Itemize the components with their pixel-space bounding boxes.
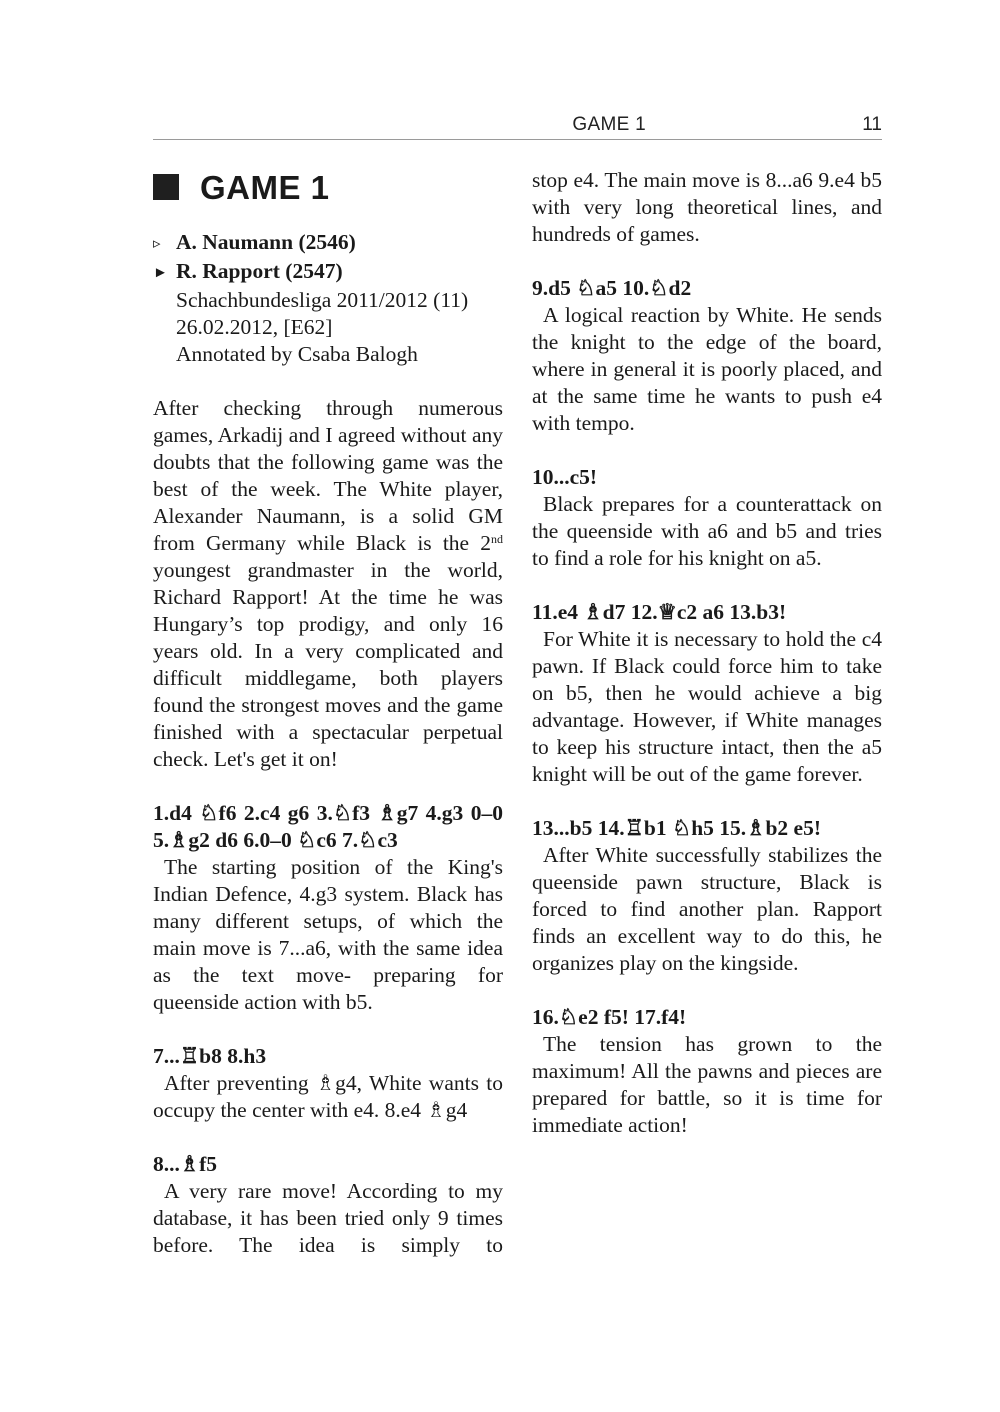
comment-7: After White successfully stabilizes the queenside pawn structure, Black is forced to find another plan. Rapport finds an excellent way to do this, he organizes play on the kingside. [532,843,882,975]
white-player-line [153,229,503,258]
intro-paragraph [153,395,503,773]
comment-3-part-1: A very rare move! According to my database, it has been tried only 9 times before. The idea is simply to [153,1179,503,1257]
move-line-5: 10...c5! [532,465,598,489]
comment-6: For White it is necessary to hold the c4 pawn. If Black could force him to take on b5, then he would achieve a big advantage. However, if White manages to keep his structure intact, then the a5 knight will be out of the game forever. [532,627,882,786]
move-line-4: 9.d5 ♘a5 10.♘d2 [532,276,692,300]
running-head: GAME 1 [572,114,646,135]
game-heading [153,167,503,207]
black-triangle-icon: ► [153,265,168,281]
move-line-7: 13...b5 14.♖b1 ♘h5 15.♗b2 e5! [532,816,821,840]
move-line-6: 11.e4 ♗d7 12.♕c2 a6 13.b3! [532,600,787,624]
comment-5: Black prepares for a counterattack on the queenside with a6 and b5 and tries to find a role for his knight on a5. [532,492,882,570]
black-player-line [153,258,503,287]
black-player-name: R. Rapport (2547) [176,259,343,283]
page-number: 11 [862,114,882,135]
comment-3-part-2: stop e4. The main move is 8...a6 9.e4 b5 with very long theoretical lines, and hundreds of games. [532,168,882,246]
comment-4: A logical reaction by White. He sends the knight to the edge of the board, where in general it is poorly placed, and at the same time he wants to push e4 with tempo. [532,303,882,435]
comment-1: The starting position of the King's Indian Defence, 4.g3 system. Black has many different setups, of which the main move is 7...a6, with the same idea as the text move- preparing for queenside action with b5. [153,855,503,1014]
move-line-8: 16.♘e2 f5! 17.f4! [532,1005,687,1029]
move-line-2: 7...♖b8 8.h3 [153,1044,267,1068]
move-line-3: 8...♗f5 [153,1152,218,1176]
white-player-name: A. Naumann (2546) [176,230,356,254]
annotator-info: Annotated by Csaba Balogh [176,342,418,366]
intro-text-1: After checking through numerous games, Arkadij and I agreed without any doubts that the following game was the best of the week. The White player, Alexander Naumann, is a solid GM from Germany while Black is the 2 [153,396,503,555]
intro-text-2: youngest grandmaster in the world, Richard Rapport! At the time he was Hungary’s top prodigy, and only 16 years old. In a very complicated and difficult middlegame, both players found the strongest moves and the game finished with a spectacular perpetual check. Let's get it on! [153,558,503,771]
intro-superscript: nd [491,532,503,546]
left-column [153,167,503,1259]
date-eco-info: 26.02.2012, [E62] [176,315,333,339]
event-info: Schachbundesliga 2011/2012 (11) [176,288,469,312]
white-triangle-icon: ▹ [153,236,161,252]
header-rule [153,139,882,140]
heading-square-icon [153,174,179,200]
right-column [532,167,882,1139]
move-line-1: 1.d4 ♘f6 2.c4 g6 3.♘f3 ♗g7 4.g3 0–0 5.♗g2 d6 6.0–0 ♘c6 7.♘c3 [153,801,503,852]
game-title: GAME 1 [200,168,330,206]
comment-8: The tension has grown to the maximum! All the pawns and pieces are prepared for battle, so it is time for immediate action! [532,1032,882,1137]
comment-2: After preventing ♗g4, White wants to occupy the center with e4. 8.e4 ♗g4 [153,1071,503,1122]
